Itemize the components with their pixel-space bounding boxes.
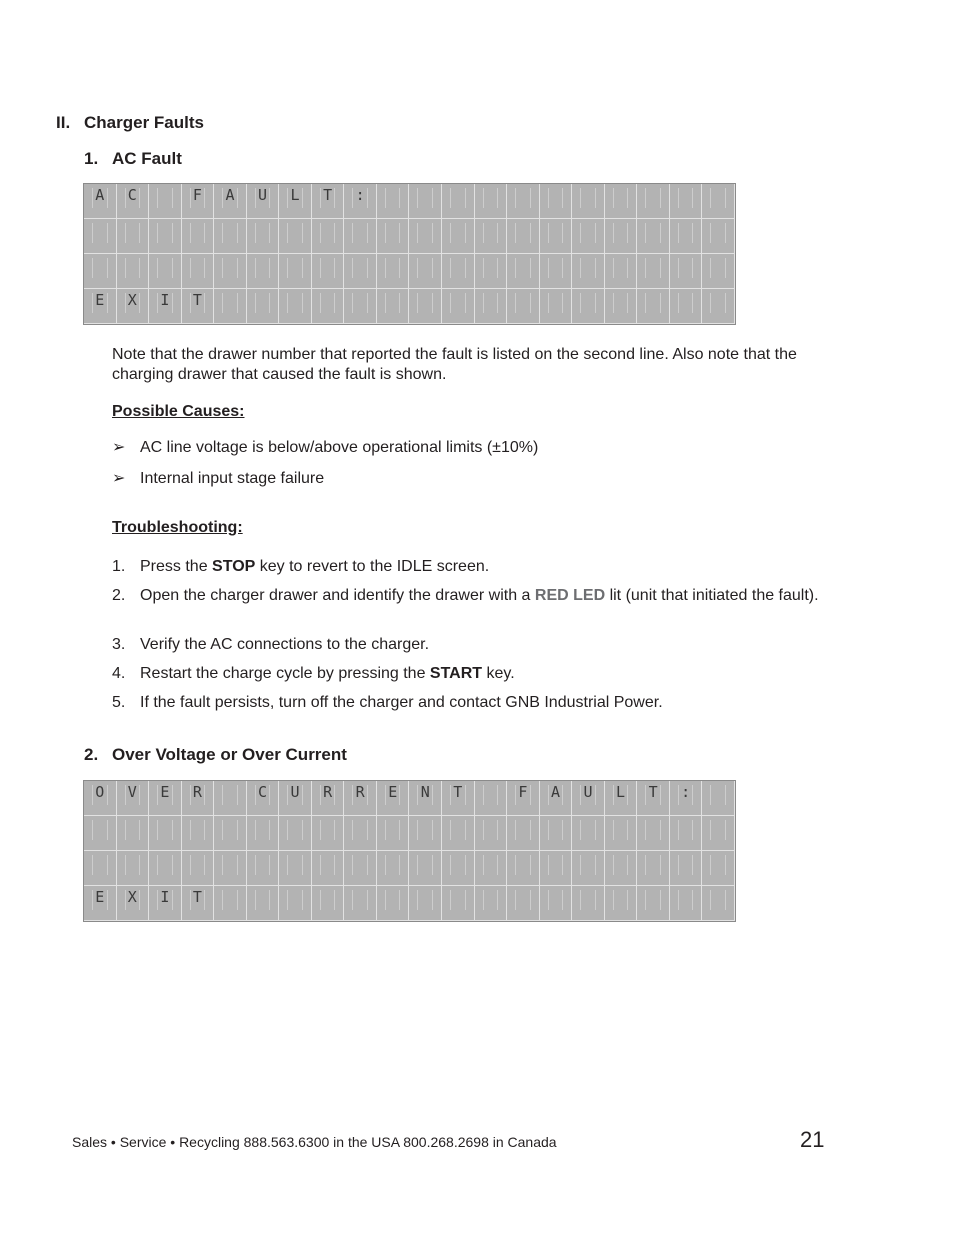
lcd-cell	[442, 184, 475, 219]
lcd-cell	[377, 851, 410, 886]
troubleshooting-step	[112, 693, 832, 713]
lcd-cell	[540, 816, 573, 851]
lcd-cell	[702, 886, 735, 921]
lcd-cell	[540, 184, 573, 219]
lcd-cell	[312, 254, 345, 289]
lcd-cell	[475, 254, 508, 289]
lcd-cell	[605, 886, 638, 921]
lcd-cell: N	[409, 781, 442, 816]
lcd-cell	[507, 254, 540, 289]
lcd-cell	[117, 219, 150, 254]
lcd-cell	[442, 851, 475, 886]
red-led-label: RED LED	[534, 587, 606, 604]
step-text: Verify the AC connections to the charger.	[140, 636, 430, 653]
lcd-cell	[702, 254, 735, 289]
lcd-cell	[702, 184, 735, 219]
lcd-cell	[279, 886, 312, 921]
lcd-cell: U	[247, 184, 280, 219]
lcd-cell	[377, 219, 410, 254]
arrow-bullet-icon: ➢	[112, 470, 126, 487]
page-number: 21	[800, 1127, 825, 1152]
lcd-cell	[637, 219, 670, 254]
lcd-cell: R	[182, 781, 215, 816]
lcd-cell	[377, 816, 410, 851]
lcd-cell	[117, 254, 150, 289]
lcd-cell	[409, 289, 442, 324]
lcd-cell	[182, 254, 215, 289]
lcd-cell	[605, 816, 638, 851]
lcd-cell	[344, 816, 377, 851]
lcd-cell	[605, 289, 638, 324]
lcd-cell: R	[312, 781, 345, 816]
troubleshooting-step	[112, 664, 832, 684]
lcd-cell	[572, 289, 605, 324]
lcd-cell	[214, 219, 247, 254]
lcd-cell	[702, 851, 735, 886]
lcd-cell	[409, 254, 442, 289]
troubleshooting-step	[112, 586, 832, 606]
lcd-cell: I	[149, 289, 182, 324]
lcd-cell	[540, 289, 573, 324]
lcd-cell	[312, 289, 345, 324]
lcd-cell: E	[84, 886, 117, 921]
ac-fault-number: 1.	[84, 149, 99, 168]
lcd-cell	[572, 219, 605, 254]
lcd-cell	[409, 886, 442, 921]
lcd-cell	[214, 254, 247, 289]
lcd-cell	[475, 851, 508, 886]
lcd-cell	[214, 886, 247, 921]
lcd-cell	[442, 289, 475, 324]
step-text: Open the charger drawer and identify the drawer with a	[140, 587, 535, 604]
lcd-cell	[637, 886, 670, 921]
over-current-lcd-display	[83, 780, 736, 922]
stop-key-label: STOP	[212, 558, 256, 575]
lcd-cell	[442, 219, 475, 254]
lcd-cell	[475, 289, 508, 324]
lcd-cell	[605, 254, 638, 289]
lcd-cell: V	[117, 781, 150, 816]
lcd-cell	[247, 816, 280, 851]
lcd-cell	[670, 219, 703, 254]
lcd-cell	[377, 289, 410, 324]
lcd-cell	[312, 886, 345, 921]
lcd-cell: A	[214, 184, 247, 219]
lcd-cell	[149, 254, 182, 289]
troubleshooting-step	[112, 635, 832, 655]
lcd-cell	[182, 816, 215, 851]
lcd-cell	[279, 289, 312, 324]
ac-fault-note: Note that the drawer number that reported the fault is listed on the second line. Also note that the charging drawer that caused the fault is shown.	[112, 346, 797, 383]
lcd-cell	[377, 254, 410, 289]
lcd-cell	[409, 184, 442, 219]
lcd-cell	[84, 851, 117, 886]
step-number: 1.	[112, 558, 126, 575]
lcd-cell	[475, 886, 508, 921]
over-voltage-heading	[84, 745, 347, 765]
lcd-cell	[670, 816, 703, 851]
lcd-cell	[214, 851, 247, 886]
lcd-cell	[279, 816, 312, 851]
lcd-cell	[149, 184, 182, 219]
lcd-cell: X	[117, 289, 150, 324]
lcd-cell	[344, 886, 377, 921]
lcd-cell	[117, 851, 150, 886]
lcd-cell	[409, 219, 442, 254]
lcd-cell: T	[182, 289, 215, 324]
lcd-cell	[247, 254, 280, 289]
step-text: key.	[482, 665, 515, 682]
start-key-label: START	[429, 665, 483, 682]
step-number: 2.	[112, 587, 126, 604]
lcd-cell	[182, 219, 215, 254]
lcd-cell	[540, 851, 573, 886]
lcd-cell	[540, 886, 573, 921]
lcd-cell	[702, 289, 735, 324]
lcd-cell	[605, 184, 638, 219]
lcd-cell	[149, 219, 182, 254]
lcd-cell	[507, 289, 540, 324]
lcd-cell	[572, 851, 605, 886]
lcd-cell	[344, 289, 377, 324]
lcd-cell	[344, 254, 377, 289]
lcd-cell: F	[182, 184, 215, 219]
lcd-cell	[507, 886, 540, 921]
lcd-cell: E	[149, 781, 182, 816]
lcd-cell	[540, 254, 573, 289]
over-voltage-title: Over Voltage or Over Current	[112, 745, 347, 764]
troubleshooting-heading: Troubleshooting:	[112, 519, 243, 536]
lcd-cell: R	[344, 781, 377, 816]
lcd-cell	[475, 816, 508, 851]
possible-causes-heading: Possible Causes:	[112, 403, 245, 420]
lcd-cell	[670, 851, 703, 886]
lcd-cell	[247, 289, 280, 324]
lcd-cell	[670, 886, 703, 921]
lcd-cell	[475, 781, 508, 816]
lcd-cell: X	[117, 886, 150, 921]
lcd-cell	[312, 816, 345, 851]
lcd-cell	[149, 851, 182, 886]
lcd-cell: I	[149, 886, 182, 921]
lcd-cell	[605, 851, 638, 886]
lcd-cell	[702, 781, 735, 816]
lcd-cell: E	[84, 289, 117, 324]
lcd-cell	[605, 219, 638, 254]
lcd-cell	[637, 289, 670, 324]
lcd-cell: A	[84, 184, 117, 219]
lcd-cell	[84, 219, 117, 254]
step-text: If the fault persists, turn off the charger and contact GNB Industrial Power.	[140, 694, 663, 711]
lcd-cell	[279, 851, 312, 886]
step-number: 4.	[112, 665, 126, 682]
section-heading	[56, 113, 204, 133]
lcd-cell	[540, 219, 573, 254]
lcd-cell	[702, 219, 735, 254]
ac-fault-heading	[84, 149, 182, 169]
lcd-cell	[84, 254, 117, 289]
lcd-cell: C	[247, 781, 280, 816]
lcd-cell	[279, 254, 312, 289]
cause-text: AC line voltage is below/above operational limits (±10%)	[140, 439, 539, 456]
step-text: lit (unit that initiated the fault).	[605, 587, 819, 604]
lcd-cell: T	[442, 781, 475, 816]
lcd-cell: E	[377, 781, 410, 816]
lcd-cell: T	[182, 886, 215, 921]
lcd-cell	[214, 816, 247, 851]
step-text: key to revert to the IDLE screen.	[255, 558, 490, 575]
lcd-cell	[247, 886, 280, 921]
lcd-cell	[670, 254, 703, 289]
lcd-cell	[475, 184, 508, 219]
troubleshooting-step	[112, 557, 832, 577]
lcd-cell	[279, 219, 312, 254]
ac-fault-lcd-display	[83, 183, 736, 325]
lcd-cell	[637, 816, 670, 851]
lcd-cell: C	[117, 184, 150, 219]
over-voltage-number: 2.	[84, 745, 99, 764]
lcd-cell	[149, 816, 182, 851]
lcd-cell	[312, 851, 345, 886]
lcd-cell	[442, 886, 475, 921]
section-number: II.	[56, 113, 71, 132]
step-text: Press the	[140, 558, 213, 575]
lcd-cell	[572, 816, 605, 851]
lcd-cell: U	[279, 781, 312, 816]
lcd-cell: L	[279, 184, 312, 219]
lcd-cell	[507, 816, 540, 851]
arrow-bullet-icon: ➢	[112, 439, 126, 456]
lcd-cell	[344, 851, 377, 886]
lcd-cell	[409, 851, 442, 886]
lcd-cell	[507, 851, 540, 886]
lcd-cell	[670, 289, 703, 324]
lcd-cell: :	[670, 781, 703, 816]
lcd-cell	[377, 886, 410, 921]
lcd-cell: A	[540, 781, 573, 816]
lcd-cell: :	[344, 184, 377, 219]
lcd-cell	[182, 851, 215, 886]
lcd-cell	[702, 816, 735, 851]
lcd-cell	[247, 219, 280, 254]
lcd-cell	[507, 219, 540, 254]
lcd-cell: F	[507, 781, 540, 816]
lcd-cell	[214, 289, 247, 324]
lcd-cell	[572, 254, 605, 289]
step-text: Restart the charge cycle by pressing the	[140, 665, 430, 682]
lcd-cell: L	[605, 781, 638, 816]
lcd-cell	[507, 184, 540, 219]
cause-text: Internal input stage failure	[140, 470, 325, 487]
lcd-cell	[637, 184, 670, 219]
lcd-cell: U	[572, 781, 605, 816]
lcd-cell	[637, 851, 670, 886]
lcd-cell	[214, 781, 247, 816]
lcd-cell	[117, 816, 150, 851]
lcd-cell	[637, 254, 670, 289]
step-number: 3.	[112, 636, 126, 653]
lcd-cell	[247, 851, 280, 886]
lcd-cell	[442, 816, 475, 851]
step-number: 5.	[112, 694, 126, 711]
lcd-cell	[670, 184, 703, 219]
section-title: Charger Faults	[84, 113, 204, 132]
lcd-cell	[344, 219, 377, 254]
lcd-cell	[312, 219, 345, 254]
ac-fault-title: AC Fault	[112, 149, 182, 168]
lcd-cell	[84, 816, 117, 851]
lcd-cell	[572, 886, 605, 921]
lcd-cell	[377, 184, 410, 219]
lcd-cell: T	[312, 184, 345, 219]
lcd-cell: O	[84, 781, 117, 816]
footer-contact: Sales • Service • Recycling 888.563.6300 in the USA 800.268.2698 in Canada	[72, 1134, 557, 1150]
lcd-cell	[475, 219, 508, 254]
lcd-cell: T	[637, 781, 670, 816]
lcd-cell	[409, 816, 442, 851]
lcd-cell	[572, 184, 605, 219]
lcd-cell	[442, 254, 475, 289]
